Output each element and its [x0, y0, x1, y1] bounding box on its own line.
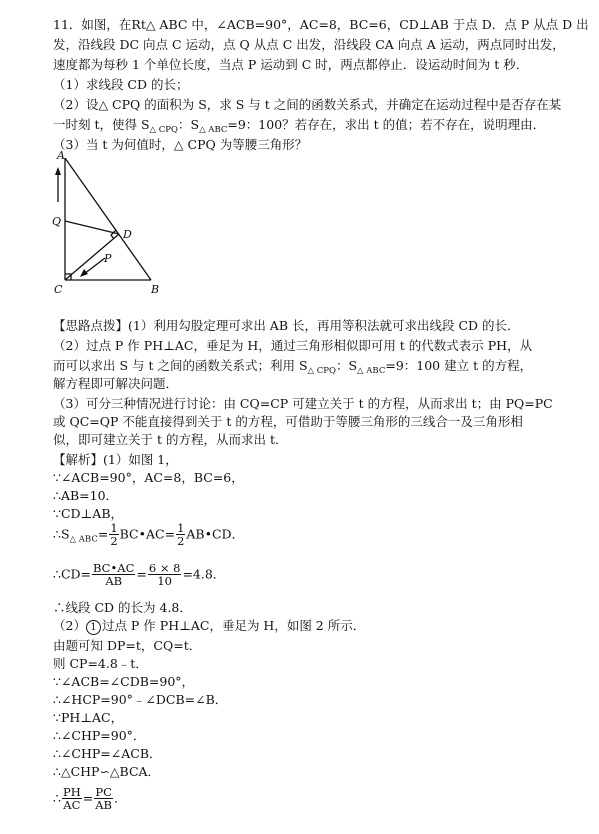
solution-cd-equation: [53, 562, 225, 588]
fraction-pc-ab: [94, 786, 113, 812]
s17-post: ．: [113, 790, 127, 806]
s8-pre: （2）: [53, 618, 86, 633]
fraction-bcac-ab: [92, 562, 135, 588]
analysis-line-6: 或 QC=QP 不能直接得到关于 t 的方程，可借助于等腰三角形的三线合一及三角形相: [53, 414, 523, 429]
analysis-l3-pre: 而可以求出 S 与 t 之间的函数关系式；利用 S: [53, 358, 308, 373]
fraction-numerator: PC: [95, 785, 112, 799]
analysis-l3-mid: ：S: [335, 358, 358, 373]
s5-pre: ∴S: [53, 526, 70, 542]
solution-line-15: ∴∠CHP=∠ACB．: [53, 746, 162, 761]
s17-pre: ∴: [53, 790, 61, 806]
s5-post: AB•CD．: [186, 526, 245, 542]
fraction-denominator: 2: [177, 534, 185, 548]
question-2-continued: [53, 117, 545, 138]
label-q: Q: [52, 215, 62, 228]
solution-line-8: [53, 618, 365, 635]
fraction-ph-ac: [62, 786, 82, 812]
solution-line-13: ∵PH⊥AC，: [53, 710, 124, 725]
solution-area-equation: [53, 522, 244, 548]
solution-line-3: ∴AB=10．: [53, 488, 119, 503]
q2b-post: =9：100？若存在，求出 t 的值；若不存在，说明理由．: [227, 117, 546, 132]
fraction-numerator: 1: [110, 521, 118, 535]
solution-ratio-equation: [53, 786, 127, 812]
fraction-numerator: 6 × 8: [148, 561, 181, 575]
fraction-denominator: 2: [110, 534, 118, 548]
fraction-numerator: BC•AC: [93, 561, 135, 575]
analysis-line-7: 似，即可建立关于 t 的方程，从而求出 t．: [53, 432, 288, 447]
s5-eq: =: [97, 526, 109, 542]
analysis-l3-sub-abc: △ ABC: [357, 366, 386, 376]
fraction-half-2: [176, 522, 185, 548]
s6-pre: ∴CD=: [53, 566, 92, 582]
solution-line-16: ∴△CHP∽△BCA．: [53, 764, 161, 779]
fraction-numerator: PH: [62, 785, 81, 799]
solution-line-9: 由题可知 DP=t，CQ=t．: [53, 638, 202, 653]
label-p: P: [104, 252, 112, 265]
q2b-pre: 一时刻 t，使得 S: [53, 117, 150, 132]
label-a: A: [57, 150, 65, 162]
label-d: D: [123, 228, 132, 241]
analysis-line-2: （2）过点 P 作 PH⊥AC，垂足为 H，通过三角形相似即可用 t 的代数式表示 PH，从: [53, 338, 533, 353]
question-2: （2）设△ CPQ 的面积为 S，求 S 与 t 之间的函数关系式，并确定在运动过程中是否存在某: [53, 97, 562, 112]
fraction-denominator: AC: [63, 798, 81, 812]
fraction-6x8-10: [148, 562, 182, 588]
s6-post: =4.8．: [182, 566, 226, 582]
triangle-figure: [45, 150, 175, 300]
q2b-sub-abc: △ ABC: [199, 125, 228, 135]
circled-number: 1: [86, 620, 101, 635]
solution-line-4: ∵CD⊥AB，: [53, 506, 124, 521]
solution-line-11: ∵∠ACB=∠CDB=90°，: [53, 674, 195, 689]
solution-line-10: 则 CP=4.8﹣t．: [53, 656, 148, 671]
analysis-l3-sub-cpq: △ CPQ: [307, 366, 336, 376]
analysis-line-5: （3）可分三种情况进行讨论：由 CQ=CP 可建立关于 t 的方程，从而求出 t；由 PQ=PC: [53, 396, 553, 411]
problem-line-2: 发，沿线段 DC 向点 C 运动，点 Q 从点 C 出发，沿线段 CA 向点 A 运动，两点同时出发，: [53, 37, 565, 52]
s17-eq: =: [82, 790, 94, 806]
analysis-l3-post: =9：100 建立 t 的方程，: [385, 358, 533, 373]
fraction-half-1: [109, 522, 118, 548]
fraction-denominator: 10: [157, 574, 172, 588]
fraction-numerator: 1: [177, 521, 185, 535]
solution-line-2: ∵∠ACB=90°，AC=8，BC=6，: [53, 470, 244, 485]
s6-eq: =: [136, 566, 147, 582]
problem-line-1: 11．如图，在Rt△ ABC 中，∠ACB=90°，AC=8，BC=6，CD⊥AB 于点 D．点 P 从点 D 出: [53, 17, 589, 32]
label-b: B: [151, 283, 160, 296]
s5-sub-abc: △ ABC: [69, 534, 98, 545]
label-c: C: [54, 283, 63, 296]
solution-line-1: 【解析】(1）如图 1，: [53, 452, 178, 467]
analysis-line-4: 解方程即可解决问题．: [53, 376, 179, 391]
question-3: （3）当 t 为何值时，△ CPQ 为等腰三角形？: [53, 137, 308, 152]
solution-line-14: ∴∠CHP=90°．: [53, 728, 146, 743]
question-1: （1）求线段 CD 的长；: [53, 77, 189, 92]
arrow-head-q: [55, 167, 61, 175]
q2b-sub-cpq: △ CPQ: [149, 125, 178, 135]
s5-mid: BC•AC=: [119, 526, 176, 542]
fraction-denominator: AB: [95, 798, 112, 812]
s8-post: 过点 P 作 PH⊥AC，垂足为 H，如图 2 所示．: [101, 618, 366, 633]
solution-line-12: ∴∠HCP=90°﹣∠DCB=∠B．: [53, 692, 228, 707]
arrow-head-p: [80, 269, 88, 277]
analysis-line-1: 【思路点拨】(1）利用勾股定理可求出 AB 长，再用等积法就可求出线段 CD 的长．: [53, 318, 520, 333]
q2b-mid: ：S: [177, 117, 200, 132]
solution-line-7: ∴线段 CD 的长为 4.8．: [53, 600, 192, 615]
problem-line-3: 速度都为每秒 1 个单位长度，当点 P 运动到 C 时，两点都停止．设运动时间为 t 秒．: [53, 57, 529, 72]
fraction-denominator: AB: [105, 574, 123, 588]
